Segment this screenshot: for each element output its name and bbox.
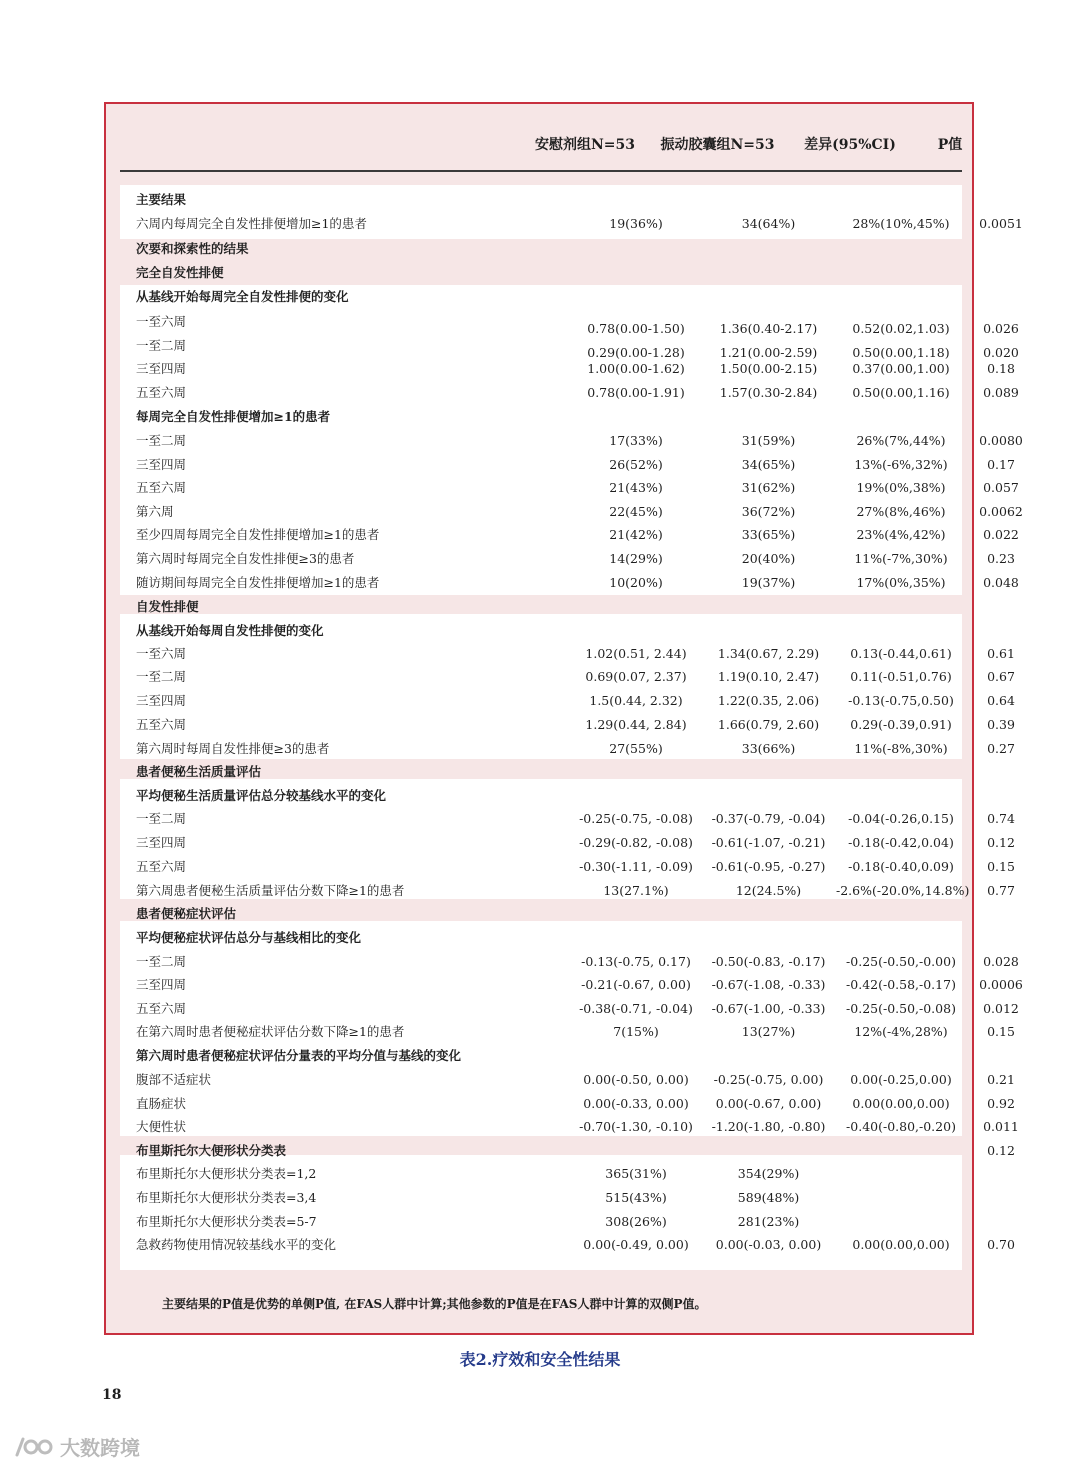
table-footnote: 主要结果的P值是优势的单侧P值, 在FAS人群中计算;其他参数的P值是在FAS人群中计算的双侧P值。 — [162, 1297, 707, 1311]
vibrating-value: 1.21(0.00-2.59) — [719, 345, 818, 360]
placebo-value: 1.29(0.44, 2.84) — [585, 717, 687, 732]
placebo-value: 21(43%) — [609, 480, 663, 495]
vibrating-value: 33(66%) — [741, 741, 796, 756]
table-row — [106, 1068, 1015, 1091]
placebo-value: 26(52%) — [609, 457, 663, 472]
p-value: 0.048 — [983, 575, 1019, 590]
p-value: 0.12 — [987, 1143, 1015, 1158]
table-row — [106, 997, 1019, 1020]
table-row — [106, 689, 1015, 712]
vibrating-value: 0.00(-0.67, 0.00) — [715, 1096, 822, 1111]
p-value: 0.17 — [987, 457, 1015, 472]
subheading-row — [106, 784, 972, 807]
p-value: 0.27 — [987, 741, 1015, 756]
vibrating-value: 31(59%) — [741, 433, 796, 448]
p-value: 0.089 — [983, 385, 1019, 400]
row-label: 每周完全自发性排便增加≥1的患者 — [136, 409, 331, 424]
difference-value: -0.40(-0.80,-0.20) — [846, 1119, 956, 1134]
row-label: 患者便秘症状评估 — [136, 906, 237, 921]
vibrating-value: 13(27%) — [741, 1024, 796, 1039]
row-label: 次要和探索性的结果 — [136, 241, 249, 256]
placebo-value: 19(36%) — [609, 216, 663, 231]
header-p-value: P值 — [937, 137, 963, 153]
row-label: 一至二周 — [136, 669, 187, 684]
table-row — [106, 381, 1019, 404]
p-value: 0.022 — [983, 527, 1019, 542]
placebo-value: 13(27.1%) — [603, 883, 669, 898]
table-row — [106, 453, 1015, 476]
vibrating-value: 20(40%) — [741, 551, 796, 566]
placebo-value: 0.29(0.00-1.28) — [587, 345, 685, 360]
section-heading-row — [106, 1139, 1015, 1162]
table-row — [106, 357, 1015, 380]
vibrating-value: 281(23%) — [737, 1214, 800, 1229]
row-label: 一至六周 — [136, 314, 187, 329]
difference-value: -0.25(-0.50,-0.00) — [846, 954, 956, 969]
table-row — [106, 665, 1015, 688]
page-number: 18 — [102, 1387, 122, 1403]
row-label: 第六周患者便秘生活质量评估分数下降≥1的患者 — [136, 883, 405, 898]
placebo-value: 0.78(0.00-1.91) — [587, 385, 685, 400]
p-value: 0.70 — [987, 1237, 1015, 1252]
row-label: 六周内每周完全自发性排便增加≥1的患者 — [136, 216, 367, 231]
table-row — [106, 1020, 1015, 1043]
row-label: 布里斯托尔大便形状分类表=3,4 — [136, 1190, 317, 1205]
placebo-value: -0.29(-0.82, -0.08) — [579, 835, 693, 850]
table-row — [106, 571, 1019, 594]
placebo-value: 1.00(0.00-1.62) — [587, 361, 685, 376]
subheading-row — [106, 1044, 972, 1067]
placebo-value: 27(55%) — [609, 741, 663, 756]
table-row — [106, 1162, 972, 1185]
table-row — [106, 212, 1023, 235]
vibrating-value: 31(62%) — [741, 480, 796, 495]
placebo-value: 308(26%) — [605, 1214, 667, 1229]
row-label: 自发性排便 — [136, 599, 199, 614]
row-label: 一至六周 — [136, 646, 187, 661]
table-row — [106, 1210, 972, 1233]
subheading-row — [106, 926, 972, 949]
table-row — [106, 547, 1015, 570]
table-row — [106, 737, 1015, 760]
p-value: 0.057 — [983, 480, 1019, 495]
header-placebo: 安慰剂组N=53 — [534, 137, 635, 153]
row-label: 急救药物使用情况较基线水平的变化 — [136, 1237, 337, 1252]
table-row — [106, 476, 1019, 499]
vibrating-value: 1.36(0.40-2.17) — [719, 321, 818, 336]
row-label: 从基线开始每周完全自发性排便的变化 — [136, 289, 349, 304]
placebo-value: 1.02(0.51, 2.44) — [585, 646, 687, 661]
header-difference: 差异(95%CI) — [804, 137, 896, 153]
difference-value: 0.13(-0.44,0.61) — [850, 646, 952, 661]
vibrating-value: -0.61(-0.95, -0.27) — [711, 859, 826, 874]
p-value: 0.0080 — [979, 433, 1023, 448]
placebo-value: 0.00(-0.50, 0.00) — [583, 1072, 689, 1087]
p-value: 0.020 — [983, 345, 1019, 360]
row-label: 一至二周 — [136, 433, 187, 448]
difference-value: -0.04(-0.26,0.15) — [848, 811, 954, 826]
difference-value: 23%(4%,42%) — [856, 527, 946, 542]
header-vibrating-capsule: 振动胶囊组N=53 — [660, 137, 775, 153]
section-heading-row — [106, 188, 972, 211]
placebo-value: -0.21(-0.67, 0.00) — [581, 977, 691, 992]
row-label: 腹部不适症状 — [136, 1072, 212, 1087]
row-label: 五至六周 — [136, 717, 187, 732]
vibrating-value: 34(65%) — [741, 457, 796, 472]
difference-value: 0.50(0.00,1.18) — [852, 345, 950, 360]
placebo-value: -0.38(-0.71, -0.04) — [579, 1001, 693, 1016]
difference-value: 28%(10%,45%) — [852, 216, 950, 231]
vibrating-value: 1.57(0.30-2.84) — [719, 385, 818, 400]
subheading-row — [106, 285, 972, 308]
row-label: 患者便秘生活质量评估 — [136, 764, 262, 779]
row-label: 平均便秘生活质量评估总分较基线水平的变化 — [136, 788, 387, 803]
p-value: 0.028 — [983, 954, 1019, 969]
vibrating-value: 1.66(0.79, 2.60) — [717, 717, 820, 732]
difference-value: 0.00(0.00,0.00) — [852, 1237, 950, 1252]
row-label: 三至四周 — [136, 361, 187, 376]
difference-value: 11%(-8%,30%) — [854, 741, 948, 756]
table-row — [106, 1186, 972, 1209]
row-label: 平均便秘症状评估总分与基线相比的变化 — [136, 930, 362, 945]
placebo-value: -0.70(-1.30, -0.10) — [579, 1119, 693, 1134]
row-label: 布里斯托尔大便形状分类表 — [136, 1143, 287, 1158]
section-heading-row — [106, 902, 972, 925]
row-label: 大便性状 — [136, 1119, 187, 1134]
p-value: 0.74 — [987, 811, 1015, 826]
row-label: 第六周时患者便秘症状评估分量表的平均分值与基线的变化 — [136, 1048, 462, 1063]
vibrating-value: -0.67(-1.00, -0.33) — [711, 1001, 826, 1016]
difference-value: 0.00(0.00,0.00) — [852, 1096, 950, 1111]
placebo-value: 14(29%) — [609, 551, 663, 566]
section-heading-row — [106, 760, 972, 783]
table-row — [106, 1115, 1019, 1138]
difference-value: 13%(-6%,32%) — [854, 457, 948, 472]
row-label: 至少四周每周完全自发性排便增加≥1的患者 — [136, 527, 380, 542]
vibrating-value: -1.20(-1.80, -0.80) — [711, 1119, 826, 1134]
difference-value: 0.37(0.00,1.00) — [852, 361, 950, 376]
table-row — [106, 310, 1019, 336]
placebo-value: 0.00(-0.49, 0.00) — [583, 1237, 689, 1252]
difference-value: -0.25(-0.50,-0.08) — [846, 1001, 956, 1016]
table-row — [106, 831, 1015, 854]
p-value: 0.026 — [983, 321, 1019, 336]
table-row — [106, 713, 1015, 736]
vibrating-value: 33(65%) — [741, 527, 796, 542]
row-label: 一至二周 — [136, 811, 187, 826]
row-label: 第六周 — [136, 504, 174, 519]
row-label: 第六周时每周自发性排便≥3的患者 — [136, 741, 330, 756]
p-value: 0.12 — [987, 835, 1015, 850]
difference-value: -0.13(-0.75,0.50) — [848, 693, 954, 708]
vibrating-value: -0.50(-0.83, -0.17) — [711, 954, 826, 969]
row-label: 三至四周 — [136, 977, 187, 992]
p-value: 0.15 — [987, 1024, 1015, 1039]
difference-value: 0.00(-0.25,0.00) — [850, 1072, 952, 1087]
row-label: 三至四周 — [136, 693, 187, 708]
placebo-value: 1.5(0.44, 2.32) — [589, 693, 683, 708]
p-value: 0.39 — [987, 717, 1015, 732]
row-label: 布里斯托尔大便形状分类表=1,2 — [136, 1166, 317, 1181]
difference-value: -2.6%(-20.0%,14.8%) — [836, 883, 970, 898]
row-label: 五至六周 — [136, 1001, 187, 1016]
difference-value: -0.18(-0.40,0.09) — [848, 859, 954, 874]
placebo-value: -0.30(-1.11, -0.09) — [579, 859, 693, 874]
placebo-value: 10(20%) — [609, 575, 663, 590]
difference-value: 0.29(-0.39,0.91) — [850, 717, 952, 732]
placebo-value: 22(45%) — [609, 504, 663, 519]
watermark-text: 大数跨境 — [60, 1436, 140, 1460]
table-row — [106, 950, 1019, 973]
table-row — [106, 807, 1015, 830]
p-value: 0.21 — [987, 1072, 1015, 1087]
table-row — [106, 973, 1023, 996]
placebo-value: 515(43%) — [605, 1190, 667, 1205]
p-value: 0.64 — [987, 693, 1015, 708]
vibrating-value: 1.34(0.67, 2.29) — [717, 646, 820, 661]
vibrating-value: -0.37(-0.79, -0.04) — [711, 811, 826, 826]
row-label: 布里斯托尔大便形状分类表=5-7 — [136, 1214, 317, 1229]
vibrating-value: -0.67(-1.08, -0.33) — [711, 977, 826, 992]
table-row — [106, 1233, 1015, 1256]
section-heading-row — [106, 261, 972, 284]
table-row — [106, 879, 1015, 902]
row-label: 五至六周 — [136, 385, 187, 400]
difference-value: 12%(-4%,28%) — [854, 1024, 948, 1039]
subheading-row — [106, 619, 972, 642]
vibrating-value: 34(64%) — [741, 216, 796, 231]
row-label: 在第六周时患者便秘症状评估分数下降≥1的患者 — [136, 1024, 405, 1039]
table-header — [120, 104, 962, 172]
difference-value: 19%(0%,38%) — [856, 480, 946, 495]
vibrating-value: 36(72%) — [741, 504, 796, 519]
subheading-row — [106, 405, 972, 428]
p-value: 0.67 — [987, 669, 1015, 684]
p-value: 0.77 — [987, 883, 1015, 898]
row-label: 完全自发性排便 — [136, 265, 224, 280]
placebo-value: -0.13(-0.75, 0.17) — [581, 954, 691, 969]
p-value: 0.18 — [987, 361, 1015, 376]
placebo-value: 17(33%) — [609, 433, 663, 448]
p-value: 0.61 — [987, 646, 1015, 661]
vibrating-value: 1.22(0.35, 2.06) — [717, 693, 820, 708]
section-heading-row — [106, 595, 972, 618]
vibrating-value: 19(37%) — [741, 575, 796, 590]
placebo-value: 0.78(0.00-1.50) — [587, 321, 685, 336]
watermark-logo-icon — [14, 1435, 54, 1459]
placebo-value: 0.69(0.07, 2.37) — [585, 669, 687, 684]
vibrating-value: 589(48%) — [737, 1190, 800, 1205]
table-caption: 表2.疗效和安全性结果 — [459, 1350, 621, 1369]
vibrating-value: 1.19(0.10, 2.47) — [717, 669, 820, 684]
row-label: 直肠症状 — [136, 1096, 187, 1111]
vibrating-value: 12(24.5%) — [735, 883, 802, 898]
row-label: 第六周时每周完全自发性排便≥3的患者 — [136, 551, 355, 566]
row-label: 一至二周 — [136, 954, 187, 969]
difference-value: 27%(8%,46%) — [856, 504, 946, 519]
difference-value: -0.18(-0.42,0.04) — [848, 835, 954, 850]
placebo-value: 0.00(-0.33, 0.00) — [583, 1096, 689, 1111]
watermark — [14, 1432, 140, 1461]
row-label: 三至四周 — [136, 457, 187, 472]
row-label: 一至二周 — [136, 338, 187, 353]
vibrating-value: -0.25(-0.75, 0.00) — [713, 1072, 824, 1087]
table-row — [106, 855, 1015, 878]
p-value: 0.15 — [987, 859, 1015, 874]
placebo-value: 7(15%) — [613, 1024, 659, 1039]
vibrating-value: 354(29%) — [737, 1166, 800, 1181]
difference-value: 26%(7%,44%) — [856, 433, 946, 448]
table-frame — [104, 102, 1023, 1335]
table-row — [106, 1092, 1015, 1115]
p-value: 0.0062 — [979, 504, 1023, 519]
p-value: 0.92 — [987, 1096, 1015, 1111]
table-row — [106, 642, 1015, 665]
placebo-value: -0.25(-0.75, -0.08) — [579, 811, 693, 826]
vibrating-value: 0.00(-0.03, 0.00) — [715, 1237, 822, 1252]
row-label: 五至六周 — [136, 859, 187, 874]
placebo-value: 21(42%) — [609, 527, 663, 542]
difference-value: 17%(0%,35%) — [856, 575, 946, 590]
p-value: 0.23 — [987, 551, 1015, 566]
p-value: 0.0006 — [979, 977, 1023, 992]
vibrating-value: -0.61(-1.07, -0.21) — [711, 835, 826, 850]
row-label: 五至六周 — [136, 480, 187, 495]
difference-value: 0.50(0.00,1.16) — [852, 385, 950, 400]
p-value: 0.0051 — [979, 216, 1023, 231]
table-row — [106, 500, 1023, 523]
row-label: 从基线开始每周自发性排便的变化 — [136, 623, 324, 638]
difference-value: -0.42(-0.58,-0.17) — [846, 977, 956, 992]
row-label: 随访期间每周完全自发性排便增加≥1的患者 — [136, 575, 380, 590]
section-heading-row — [106, 237, 972, 260]
table-row — [106, 334, 1019, 360]
table-row — [106, 429, 1023, 452]
row-label: 主要结果 — [136, 192, 187, 207]
row-label: 三至四周 — [136, 835, 187, 850]
p-value: 0.011 — [983, 1119, 1019, 1134]
difference-value: 0.11(-0.51,0.76) — [850, 669, 952, 684]
table-row — [106, 523, 1019, 546]
p-value: 0.012 — [983, 1001, 1019, 1016]
difference-value: 0.52(0.02,1.03) — [852, 321, 950, 336]
placebo-value: 365(31%) — [605, 1166, 667, 1181]
vibrating-value: 1.50(0.00-2.15) — [719, 361, 818, 376]
difference-value: 11%(-7%,30%) — [854, 551, 948, 566]
